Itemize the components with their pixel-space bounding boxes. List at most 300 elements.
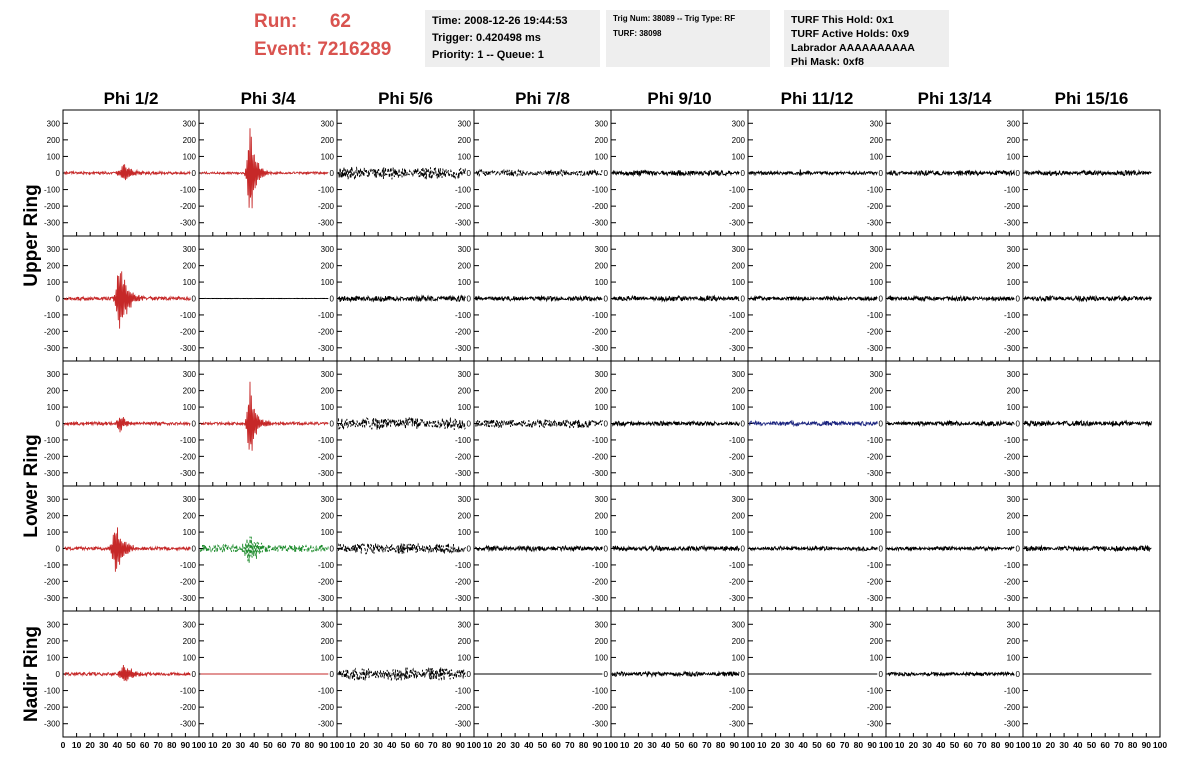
x-tick-label: 80 xyxy=(715,740,726,750)
y-tick-label: 200 xyxy=(594,636,608,646)
waveform-trace xyxy=(887,296,1014,301)
y-tick-label: 300 xyxy=(457,119,471,129)
event-label: Event: xyxy=(254,39,313,60)
y-tick-label: -200 xyxy=(728,327,745,337)
y-tick-label: 300 xyxy=(320,245,334,255)
ring-label-3: Nadir Ring xyxy=(21,625,42,723)
y-tick-label: 0 xyxy=(466,294,471,304)
x-tick-label: 20 xyxy=(1045,740,1056,750)
y-tick-label: 200 xyxy=(320,511,334,521)
y-tick-label: -200 xyxy=(454,202,471,212)
y-tick-label: 0 xyxy=(329,544,334,554)
y-tick-label: 200 xyxy=(869,386,883,396)
y-tick-label: 200 xyxy=(46,261,60,271)
waveform-trace xyxy=(475,296,602,301)
y-tick-label: -200 xyxy=(591,577,608,587)
x-tick-label: 60 xyxy=(139,740,150,750)
y-tick-label: 300 xyxy=(182,119,196,129)
y-tick-label: 0 xyxy=(466,670,471,679)
y-tick-label: -100 xyxy=(179,310,196,320)
y-tick-label: 200 xyxy=(182,261,196,271)
y-tick-label: 100 xyxy=(594,278,608,288)
y-tick-label: 100 xyxy=(46,278,60,288)
y-tick-label: -100 xyxy=(866,310,883,320)
x-tick-label: 40 xyxy=(112,740,123,750)
y-tick-label: -200 xyxy=(317,577,334,587)
column-title-7: Phi 13/14 xyxy=(917,89,992,108)
y-tick-label: -100 xyxy=(179,435,196,445)
time-text: Time: 2008-12-26 19:44:53 xyxy=(432,15,568,27)
y-tick-label: 200 xyxy=(869,511,883,521)
trigger-text: Trigger: 0.420498 ms xyxy=(432,32,541,44)
y-tick-label: -200 xyxy=(591,703,608,713)
y-tick-label: 0 xyxy=(603,544,608,554)
y-tick-label: -300 xyxy=(179,468,196,478)
x-tick-label: 40 xyxy=(936,740,946,750)
y-tick-label: 100 xyxy=(320,278,334,288)
y-tick-label: 0 xyxy=(603,670,608,679)
y-tick-label: -100 xyxy=(1003,185,1020,195)
waveform-trace xyxy=(1024,296,1151,301)
y-tick-label: 100 xyxy=(46,653,60,663)
y-tick-label: 0 xyxy=(329,419,334,429)
waveform-trace xyxy=(64,164,190,180)
y-tick-label: 300 xyxy=(46,245,60,255)
y-tick-label: -200 xyxy=(454,703,471,713)
x-tick-label: 60 xyxy=(963,740,973,750)
y-tick-label: -200 xyxy=(591,202,608,212)
y-tick-label: 100 xyxy=(182,653,196,663)
y-tick-label: -100 xyxy=(317,185,334,195)
y-tick-label: -100 xyxy=(591,435,608,445)
y-tick-label: 0 xyxy=(740,419,745,429)
y-tick-label: 200 xyxy=(457,386,471,396)
x-tick-label: 70 xyxy=(428,740,438,750)
ring-label-2: Lower Ring xyxy=(21,434,42,538)
y-tick-label: 0 xyxy=(740,670,745,679)
y-tick-label: 300 xyxy=(594,245,608,255)
y-tick-label: -300 xyxy=(728,343,745,353)
waveform-trace xyxy=(64,417,190,432)
y-tick-label: 300 xyxy=(182,620,196,630)
x-tick-label: 60 xyxy=(826,740,836,750)
y-tick-label: 100 xyxy=(182,528,196,538)
y-tick-label: -300 xyxy=(1003,593,1020,603)
y-tick-label: 300 xyxy=(457,370,471,380)
y-tick-label: -300 xyxy=(591,343,608,353)
y-tick-label: -300 xyxy=(728,468,745,478)
x-tick-label: 10 xyxy=(619,740,630,750)
y-tick-label: -300 xyxy=(179,719,196,729)
y-tick-label: -100 xyxy=(317,435,334,445)
y-tick-label: -200 xyxy=(43,452,60,462)
y-tick-label: 300 xyxy=(457,620,471,630)
x-tick-label: 80 xyxy=(167,740,177,750)
x-tick-label: 10 xyxy=(345,740,356,750)
waveform-trace xyxy=(612,672,739,677)
y-tick-label: -300 xyxy=(591,593,608,603)
x-tick-label: 60 xyxy=(551,740,561,750)
y-tick-label: 300 xyxy=(1006,119,1020,129)
y-tick-label: 200 xyxy=(457,135,471,145)
y-tick-label: -200 xyxy=(728,703,745,713)
y-tick-label: 0 xyxy=(55,670,60,679)
y-tick-label: 200 xyxy=(869,135,883,145)
y-tick-label: 0 xyxy=(1015,169,1020,178)
y-tick-label: -200 xyxy=(866,202,883,212)
waveform-trace xyxy=(612,170,739,176)
y-tick-label: -300 xyxy=(454,593,471,603)
y-tick-label: 100 xyxy=(182,403,196,413)
y-tick-label: -100 xyxy=(454,686,471,696)
y-tick-label: -100 xyxy=(866,560,883,570)
y-tick-label: -200 xyxy=(866,327,883,337)
y-tick-label: 200 xyxy=(594,511,608,521)
x-tick-label: 50 xyxy=(1086,740,1097,750)
y-tick-label: 200 xyxy=(320,386,334,396)
y-tick-label: 0 xyxy=(1015,294,1020,304)
turf-active-text: TURF Active Holds: 0x9 xyxy=(791,28,910,40)
x-tick-label: 40 xyxy=(387,740,397,750)
y-tick-label: 0 xyxy=(191,544,196,554)
y-tick-label: -200 xyxy=(317,327,334,337)
y-tick-label: -300 xyxy=(866,719,883,729)
y-tick-label: 100 xyxy=(457,152,471,162)
y-tick-label: -100 xyxy=(454,185,471,195)
y-tick-label: 100 xyxy=(869,152,883,162)
x-tick-label: 20 xyxy=(221,740,232,750)
y-tick-label: -200 xyxy=(1003,452,1020,462)
y-tick-label: 100 xyxy=(320,152,334,162)
y-tick-label: -200 xyxy=(1003,202,1020,212)
y-tick-label: 0 xyxy=(740,544,745,554)
y-tick-label: -300 xyxy=(591,218,608,228)
y-tick-label: 0 xyxy=(329,169,334,178)
y-tick-label: 300 xyxy=(46,495,60,505)
y-tick-label: 100 xyxy=(1006,152,1020,162)
y-tick-label: -100 xyxy=(866,435,883,445)
y-tick-label: 0 xyxy=(55,294,60,304)
y-tick-label: -300 xyxy=(866,343,883,353)
y-tick-label: -300 xyxy=(454,343,471,353)
y-tick-label: 100 xyxy=(1006,403,1020,413)
y-tick-label: -200 xyxy=(43,577,60,587)
y-tick-label: -300 xyxy=(728,719,745,729)
y-tick-label: 300 xyxy=(731,370,745,380)
y-tick-label: 200 xyxy=(731,511,745,521)
y-tick-label: 300 xyxy=(182,495,196,505)
x-tick-label: 80 xyxy=(990,740,1001,750)
y-tick-label: 200 xyxy=(1006,386,1020,396)
x-tick-label: 100 xyxy=(191,740,207,750)
y-tick-label: 300 xyxy=(731,119,745,129)
y-tick-label: 100 xyxy=(869,528,883,538)
y-tick-label: -100 xyxy=(317,560,334,570)
turf-text: TURF: 38098 xyxy=(613,29,662,38)
y-tick-label: 300 xyxy=(46,119,60,129)
y-tick-label: 0 xyxy=(329,670,334,679)
x-tick-label: 70 xyxy=(839,740,850,750)
y-tick-label: 0 xyxy=(466,169,471,178)
y-tick-label: -200 xyxy=(591,327,608,337)
y-tick-label: 100 xyxy=(46,528,60,538)
y-tick-label: -100 xyxy=(43,435,60,445)
x-tick-label: 40 xyxy=(524,740,534,750)
y-tick-label: 0 xyxy=(878,544,883,554)
y-tick-label: 300 xyxy=(457,245,471,255)
y-tick-label: 100 xyxy=(320,403,334,413)
x-tick-label: 30 xyxy=(99,740,109,750)
y-tick-label: -300 xyxy=(317,719,334,729)
x-tick-label: 40 xyxy=(1073,740,1083,750)
x-tick-label: 70 xyxy=(565,740,575,750)
y-tick-label: 300 xyxy=(320,495,334,505)
x-tick-label: 0 xyxy=(60,740,66,750)
y-tick-label: -300 xyxy=(591,719,608,729)
waveform-trace xyxy=(200,537,328,563)
y-tick-label: 200 xyxy=(320,636,334,646)
y-tick-label: -300 xyxy=(866,468,883,478)
y-tick-label: -200 xyxy=(728,202,745,212)
x-tick-label: 70 xyxy=(702,740,712,750)
y-tick-label: -100 xyxy=(591,310,608,320)
y-tick-label: 200 xyxy=(457,511,471,521)
y-tick-label: 200 xyxy=(594,261,608,271)
y-tick-label: 200 xyxy=(731,135,745,145)
y-tick-label: -300 xyxy=(179,593,196,603)
y-tick-label: 300 xyxy=(594,620,608,630)
y-tick-label: 200 xyxy=(731,386,745,396)
x-tick-label: 90 xyxy=(592,740,603,750)
y-tick-label: -200 xyxy=(43,202,60,212)
y-tick-label: 300 xyxy=(46,620,60,630)
y-tick-label: 100 xyxy=(594,653,608,663)
x-tick-label: 40 xyxy=(661,740,671,750)
y-tick-label: -300 xyxy=(179,343,196,353)
y-tick-label: -100 xyxy=(728,560,745,570)
waveform-trace xyxy=(200,382,328,451)
y-tick-label: -100 xyxy=(1003,686,1020,696)
x-tick-label: 70 xyxy=(977,740,987,750)
waveform-trace xyxy=(1024,546,1151,551)
x-tick-label: 90 xyxy=(455,740,466,750)
y-tick-label: 300 xyxy=(869,495,883,505)
y-tick-label: 0 xyxy=(191,169,196,178)
x-tick-label: 10 xyxy=(1031,740,1042,750)
waveform-trace xyxy=(475,170,602,177)
y-tick-label: -100 xyxy=(728,310,745,320)
y-tick-label: 100 xyxy=(46,152,60,162)
waveform-trace xyxy=(338,167,465,180)
y-tick-label: 300 xyxy=(46,370,60,380)
y-tick-label: 100 xyxy=(320,653,334,663)
y-tick-label: 100 xyxy=(1006,278,1020,288)
x-tick-label: 50 xyxy=(949,740,960,750)
x-tick-label: 50 xyxy=(400,740,411,750)
y-tick-label: 300 xyxy=(1006,245,1020,255)
waveform-trace xyxy=(749,421,877,426)
x-tick-label: 40 xyxy=(249,740,259,750)
y-tick-label: 200 xyxy=(869,261,883,271)
x-tick-label: 80 xyxy=(441,740,452,750)
y-tick-label: -200 xyxy=(866,577,883,587)
y-tick-label: 300 xyxy=(731,620,745,630)
y-tick-label: 300 xyxy=(1006,370,1020,380)
waveform-trace xyxy=(612,421,739,426)
y-tick-label: 100 xyxy=(594,403,608,413)
y-tick-label: 200 xyxy=(46,135,60,145)
waveform-trace xyxy=(200,128,328,208)
waveform-trace xyxy=(338,667,465,681)
waveform-trace xyxy=(475,419,602,428)
y-tick-label: -100 xyxy=(454,435,471,445)
x-tick-label: 30 xyxy=(510,740,520,750)
y-tick-label: -100 xyxy=(866,185,883,195)
y-tick-label: -200 xyxy=(728,452,745,462)
waveform-trace xyxy=(887,672,1014,676)
y-tick-label: 300 xyxy=(869,370,883,380)
y-tick-label: -100 xyxy=(317,310,334,320)
y-tick-label: 200 xyxy=(594,135,608,145)
y-tick-label: 100 xyxy=(869,278,883,288)
y-tick-label: 200 xyxy=(1006,636,1020,646)
y-tick-label: -300 xyxy=(43,468,60,478)
y-tick-label: 100 xyxy=(457,278,471,288)
y-tick-label: -200 xyxy=(43,703,60,713)
y-tick-label: -200 xyxy=(317,202,334,212)
phi-mask-text: Phi Mask: 0xf8 xyxy=(791,56,864,68)
y-tick-label: -200 xyxy=(866,452,883,462)
y-tick-label: 0 xyxy=(55,419,60,429)
x-tick-label: 20 xyxy=(908,740,919,750)
y-tick-label: -100 xyxy=(43,185,60,195)
y-tick-label: 300 xyxy=(869,620,883,630)
x-tick-label: 100 xyxy=(466,740,482,750)
y-tick-label: -100 xyxy=(43,560,60,570)
y-tick-label: 0 xyxy=(878,169,883,178)
y-tick-label: -200 xyxy=(454,452,471,462)
waveform-trace xyxy=(64,527,190,571)
x-tick-label: 20 xyxy=(496,740,507,750)
y-tick-label: -100 xyxy=(1003,435,1020,445)
y-tick-label: -300 xyxy=(454,719,471,729)
x-tick-label: 30 xyxy=(373,740,383,750)
y-tick-label: 100 xyxy=(731,653,745,663)
y-tick-label: 0 xyxy=(55,169,60,178)
y-tick-label: 0 xyxy=(1015,670,1020,679)
waveform-trace xyxy=(338,543,465,554)
y-tick-label: -200 xyxy=(454,577,471,587)
x-tick-label: 20 xyxy=(359,740,370,750)
waveform-trace xyxy=(612,296,739,301)
x-tick-label: 50 xyxy=(674,740,685,750)
column-title-8: Phi 15/16 xyxy=(1054,89,1129,108)
column-title-2: Phi 3/4 xyxy=(240,89,296,108)
x-tick-label: 30 xyxy=(235,740,246,750)
y-tick-label: -100 xyxy=(591,686,608,696)
y-tick-label: 100 xyxy=(731,278,745,288)
y-tick-label: -200 xyxy=(1003,703,1020,713)
column-title-5: Phi 9/10 xyxy=(647,89,712,108)
y-tick-label: -100 xyxy=(1003,310,1020,320)
y-tick-label: -100 xyxy=(728,435,745,445)
y-tick-label: -300 xyxy=(43,719,60,729)
y-tick-label: -200 xyxy=(179,452,196,462)
y-tick-label: 100 xyxy=(731,403,745,413)
x-tick-label: 60 xyxy=(688,740,698,750)
run-value: 62 xyxy=(329,11,351,32)
column-title-3: Phi 5/6 xyxy=(378,89,433,108)
y-tick-label: 100 xyxy=(46,403,60,413)
waveform-trace xyxy=(887,170,1014,175)
y-tick-label: 0 xyxy=(603,294,608,304)
y-tick-label: -100 xyxy=(454,310,471,320)
x-tick-label: 30 xyxy=(784,740,795,750)
y-tick-label: 200 xyxy=(457,636,471,646)
y-tick-label: 300 xyxy=(320,620,334,630)
y-tick-label: 300 xyxy=(731,495,745,505)
priority-text: Priority: 1 -- Queue: 1 xyxy=(432,49,544,61)
y-tick-label: 300 xyxy=(594,370,608,380)
y-tick-label: 0 xyxy=(603,419,608,429)
y-tick-label: 300 xyxy=(320,370,334,380)
y-tick-label: 100 xyxy=(1006,653,1020,663)
x-tick-label: 20 xyxy=(770,740,781,750)
y-tick-label: 200 xyxy=(182,636,196,646)
waveform-trace xyxy=(887,547,1014,551)
y-tick-label: -300 xyxy=(43,343,60,353)
y-tick-label: 200 xyxy=(182,135,196,145)
y-tick-label: 0 xyxy=(740,169,745,178)
y-tick-label: -200 xyxy=(179,202,196,212)
waveform-trace xyxy=(64,271,190,328)
ring-label-1: Upper Ring xyxy=(21,184,42,287)
y-tick-label: 0 xyxy=(878,670,883,679)
y-tick-label: -200 xyxy=(179,577,196,587)
y-tick-label: 200 xyxy=(594,386,608,396)
waveform-trace xyxy=(749,169,877,175)
y-tick-label: -200 xyxy=(179,703,196,713)
x-tick-label: 90 xyxy=(1141,740,1152,750)
y-tick-label: -300 xyxy=(1003,218,1020,228)
y-tick-label: -300 xyxy=(866,218,883,228)
y-tick-label: 300 xyxy=(731,245,745,255)
x-tick-label: 30 xyxy=(922,740,932,750)
x-tick-label: 80 xyxy=(1127,740,1138,750)
y-tick-label: 300 xyxy=(1006,495,1020,505)
y-tick-label: 300 xyxy=(182,370,196,380)
x-tick-label: 100 xyxy=(603,740,619,750)
y-tick-label: -200 xyxy=(454,327,471,337)
waveform-trace xyxy=(475,546,602,551)
y-tick-label: 0 xyxy=(603,169,608,178)
y-tick-label: -300 xyxy=(728,593,745,603)
x-tick-label: 80 xyxy=(853,740,864,750)
y-tick-label: 100 xyxy=(457,528,471,538)
x-tick-label: 60 xyxy=(414,740,424,750)
x-tick-label: 60 xyxy=(1100,740,1110,750)
y-tick-label: -300 xyxy=(317,468,334,478)
labrador-text: Labrador AAAAAAAAAA xyxy=(791,42,915,54)
y-tick-label: -300 xyxy=(591,468,608,478)
y-tick-label: 300 xyxy=(182,245,196,255)
y-tick-label: -200 xyxy=(591,452,608,462)
y-tick-label: 100 xyxy=(182,278,196,288)
y-tick-label: 0 xyxy=(466,419,471,429)
x-tick-label: 30 xyxy=(1059,740,1069,750)
y-tick-label: 100 xyxy=(182,152,196,162)
y-tick-label: 300 xyxy=(594,495,608,505)
